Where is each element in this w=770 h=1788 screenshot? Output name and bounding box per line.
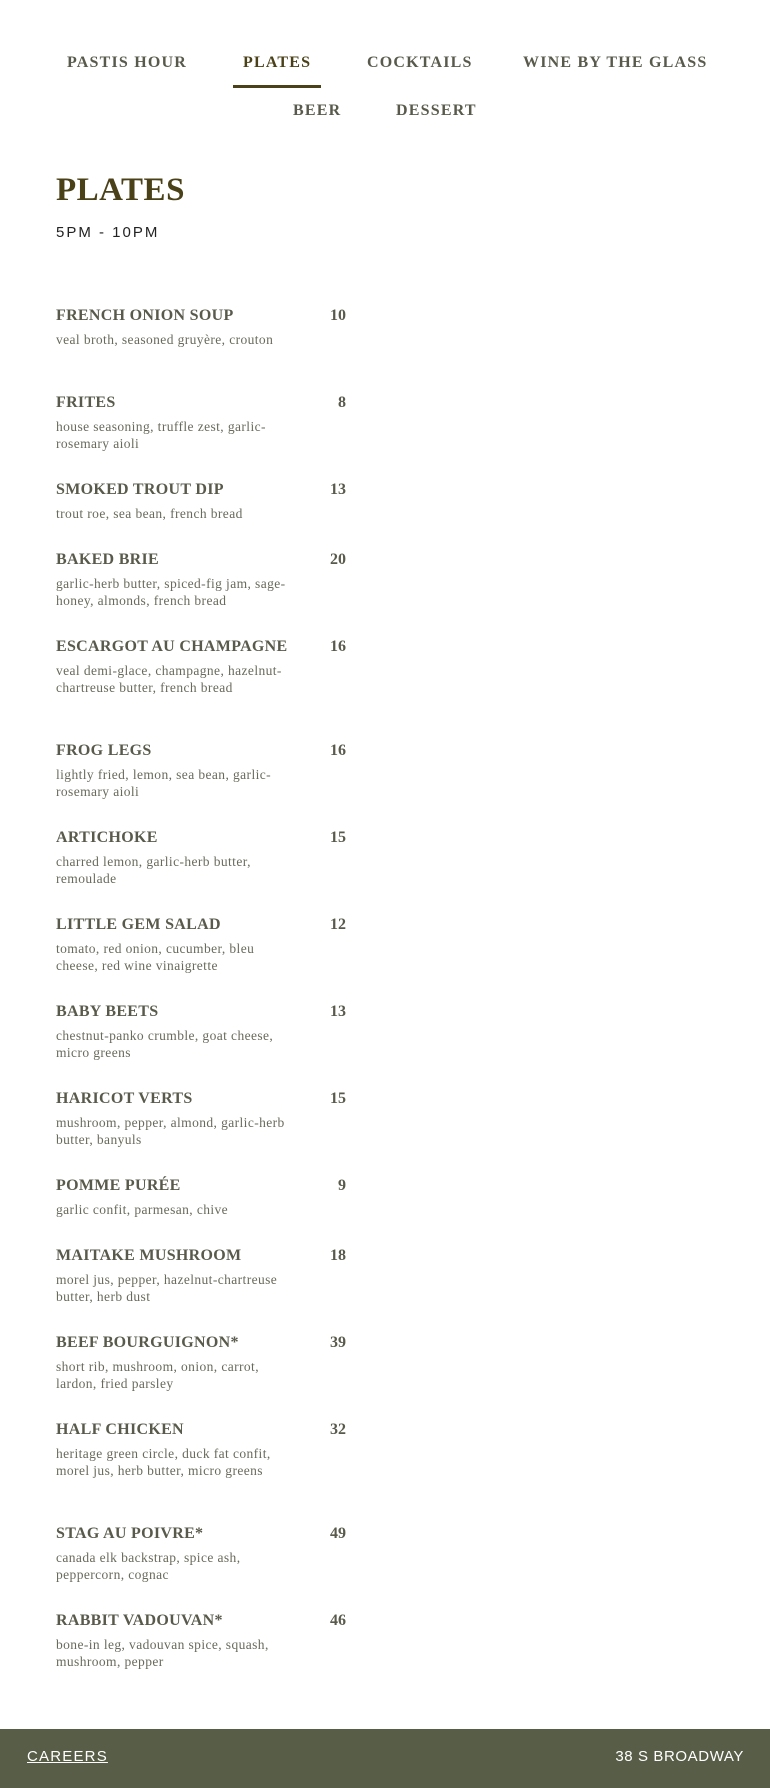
menu-item-price: 16 [330,638,346,655]
menu-item-price: 49 [330,1525,346,1542]
section-title: PLATES [56,172,185,208]
footer-address: 38 S BROADWAY [615,1748,744,1765]
menu-item-price: 9 [338,1177,346,1194]
menu-item-description: trout roe, sea bean, french bread [56,506,243,521]
menu-item-name: BAKED BRIE [56,551,160,568]
menu-item-description: tomato, red onion, cucumber, bleu cheese, red wine vinaigrette [56,941,255,973]
menu-item-description: veal broth, seasoned gruyère, crouton [56,332,274,347]
menu-item-name: POMME PURÉE [56,1177,181,1194]
menu-item-price: 13 [330,1003,346,1020]
menu-item-description: garlic confit, parmesan, chive [56,1202,229,1217]
tab-pastis-hour[interactable]: PASTIS HOUR [67,54,188,71]
menu-item-price: 15 [330,829,346,846]
menu-item-description: heritage green circle, duck fat confit, morel jus, herb butter, micro greens [56,1446,271,1478]
menu-item-price: 16 [330,742,346,759]
menu-item-description: charred lemon, garlic-herb butter, remoulade [56,854,251,886]
menu-item-description: lightly fried, lemon, sea bean, garlic-rosemary aioli [56,767,272,799]
menu-item-name: HARICOT VERTS [56,1090,193,1107]
menu-item-description: mushroom, pepper, almond, garlic-herb butter, banyuls [56,1115,285,1147]
menu-item-name: SMOKED TROUT DIP [56,481,224,498]
menu-item-name: FRENCH ONION SOUP [56,307,234,324]
menu-item-name: STAG AU POIVRE* [56,1525,204,1542]
menu-item-price: 20 [330,551,346,568]
menu-item-price: 10 [330,307,346,324]
menu-item-description: veal demi-glace, champagne, hazelnut-chartreuse butter, french bread [56,663,282,695]
menu-item-price: 12 [330,916,346,933]
menu-item-name: FROG LEGS [56,742,152,759]
menu-item-price: 39 [330,1334,346,1351]
tab-dessert[interactable]: DESSERT [396,102,477,119]
menu-item-name: ESCARGOT AU CHAMPAGNE [56,638,288,655]
menu-item-description: garlic-herb butter, spiced-fig jam, sage-honey, almonds, french bread [56,576,286,608]
active-tab-underline [233,85,321,88]
menu-item-name: LITTLE GEM SALAD [56,916,221,933]
tab-beer[interactable]: BEER [293,102,342,119]
tab-plates[interactable]: PLATES [243,54,312,71]
menu-item-description: bone-in leg, vadouvan spice, squash, mushroom, pepper [56,1637,269,1669]
careers-link[interactable]: CAREERS [27,1748,108,1765]
footer [0,1729,770,1788]
menu-item-description: short rib, mushroom, onion, carrot, lardon, fried parsley [56,1359,259,1391]
menu-item-name: HALF CHICKEN [56,1421,184,1438]
tab-cocktails[interactable]: COCKTAILS [367,54,473,71]
menu-item-description: canada elk backstrap, spice ash, peppercorn, cognac [56,1550,241,1582]
menu-item-description: house seasoning, truffle zest, garlic-rosemary aioli [56,419,266,451]
tab-wine-by-the-glass[interactable]: WINE BY THE GLASS [523,54,708,71]
menu-item-price: 15 [330,1090,346,1107]
menu-item-description: chestnut-panko crumble, goat cheese, micro greens [56,1028,274,1060]
menu-item-name: ARTICHOKE [56,829,158,846]
menu-item-price: 32 [330,1421,346,1438]
menu-item-price: 13 [330,481,346,498]
menu-item-name: MAITAKE MUSHROOM [56,1247,242,1264]
menu-item-price: 18 [330,1247,346,1264]
menu-item-name: RABBIT VADOUVAN* [56,1612,223,1629]
menu-item-price: 46 [330,1612,346,1629]
menu-item-name: FRITES [56,394,116,411]
menu-item-name: BABY BEETS [56,1003,159,1020]
menu-item-name: BEEF BOURGUIGNON* [56,1334,239,1351]
menu-item-price: 8 [338,394,346,411]
menu-item-description: morel jus, pepper, hazelnut-chartreuse butter, herb dust [56,1272,278,1304]
section-hours: 5PM - 10PM [56,224,160,241]
